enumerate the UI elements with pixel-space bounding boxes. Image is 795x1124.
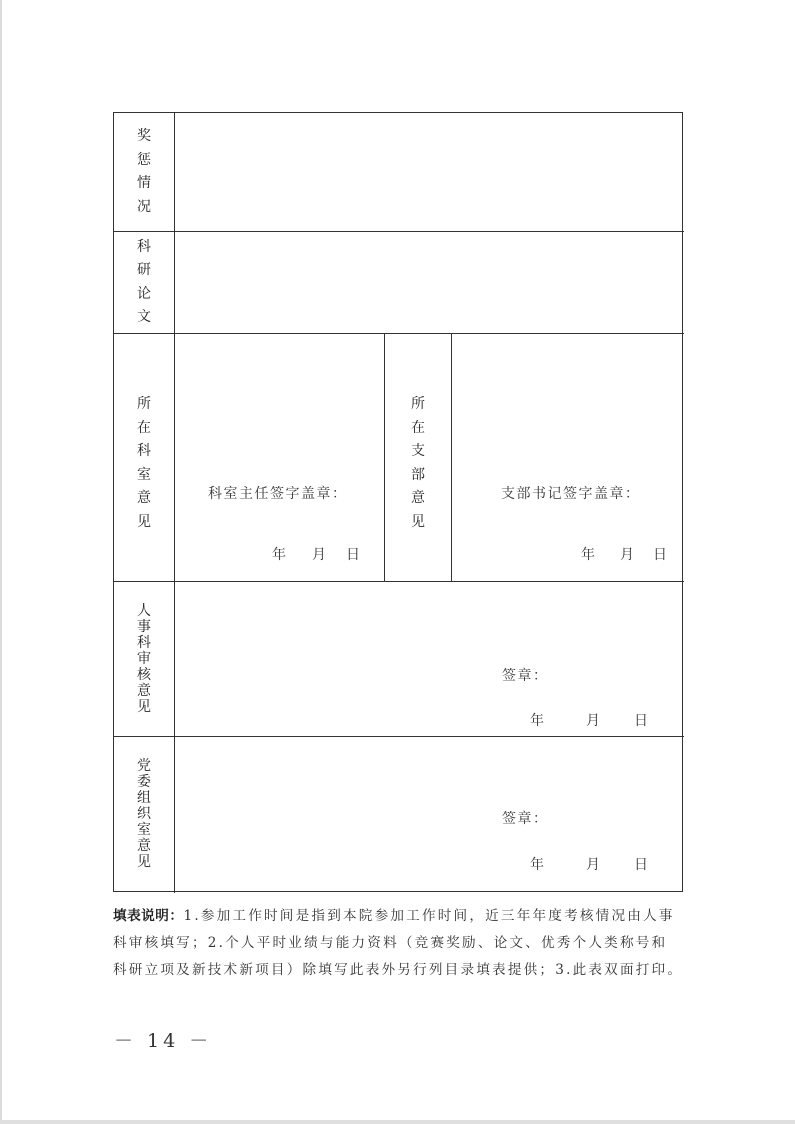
- party-signature-label: 签章：: [502, 811, 549, 827]
- hr-signature-label: 签章：: [502, 668, 549, 684]
- assessment-form-table: [113, 112, 683, 892]
- dept-opinion-field[interactable]: [176, 335, 383, 580]
- branch-secretary-signature-label: 支部书记签字盖章：: [501, 486, 641, 502]
- page-edge: [0, 0, 2, 1124]
- research-label: 科 研 论 文: [137, 238, 151, 325]
- party-opinion-label: 党 委 组 织 室 意 见: [137, 758, 151, 870]
- instructions-line-2: 科审核填写；2.个人平时业绩与能力资料（竞赛奖励、论文、优秀个人类称号和: [113, 935, 668, 951]
- hr-opinion-field[interactable]: [176, 583, 682, 735]
- research-field[interactable]: [176, 233, 682, 332]
- rewards-field[interactable]: [176, 113, 682, 230]
- page-number: － 14 －: [114, 1030, 213, 1052]
- hr-date: 年 月 日: [530, 713, 648, 729]
- branch-opinion-field[interactable]: [453, 335, 682, 580]
- party-opinion-field[interactable]: [176, 738, 682, 891]
- dept-head-signature-label: 科室主任签字盖章：: [208, 486, 348, 502]
- instructions-line-3: 科研立项及新技术新项目）除填写此表外另行列目录填表提供；3.此表双面打印。: [113, 962, 684, 978]
- branch-opinion-label: 所 在 支 部 意 见: [411, 396, 425, 530]
- dept-opinion-label: 所 在 科 室 意 见: [137, 396, 151, 530]
- instructions-title: 填表说明：: [113, 908, 184, 924]
- branch-date: 年 月 日: [581, 547, 667, 563]
- dept-date: 年 月 日: [272, 547, 360, 563]
- hr-opinion-label: 人 事 科 审 核 意 见: [137, 603, 151, 715]
- party-date: 年 月 日: [530, 857, 648, 873]
- form-instructions: [113, 903, 688, 984]
- rewards-label: 奖 惩 情 况: [137, 128, 151, 215]
- instructions-line-1: 填表说明：1.参加工作时间是指到本院参加工作时间，近三年年度考核情况由人事: [113, 908, 675, 924]
- page-edge: [0, 1120, 795, 1124]
